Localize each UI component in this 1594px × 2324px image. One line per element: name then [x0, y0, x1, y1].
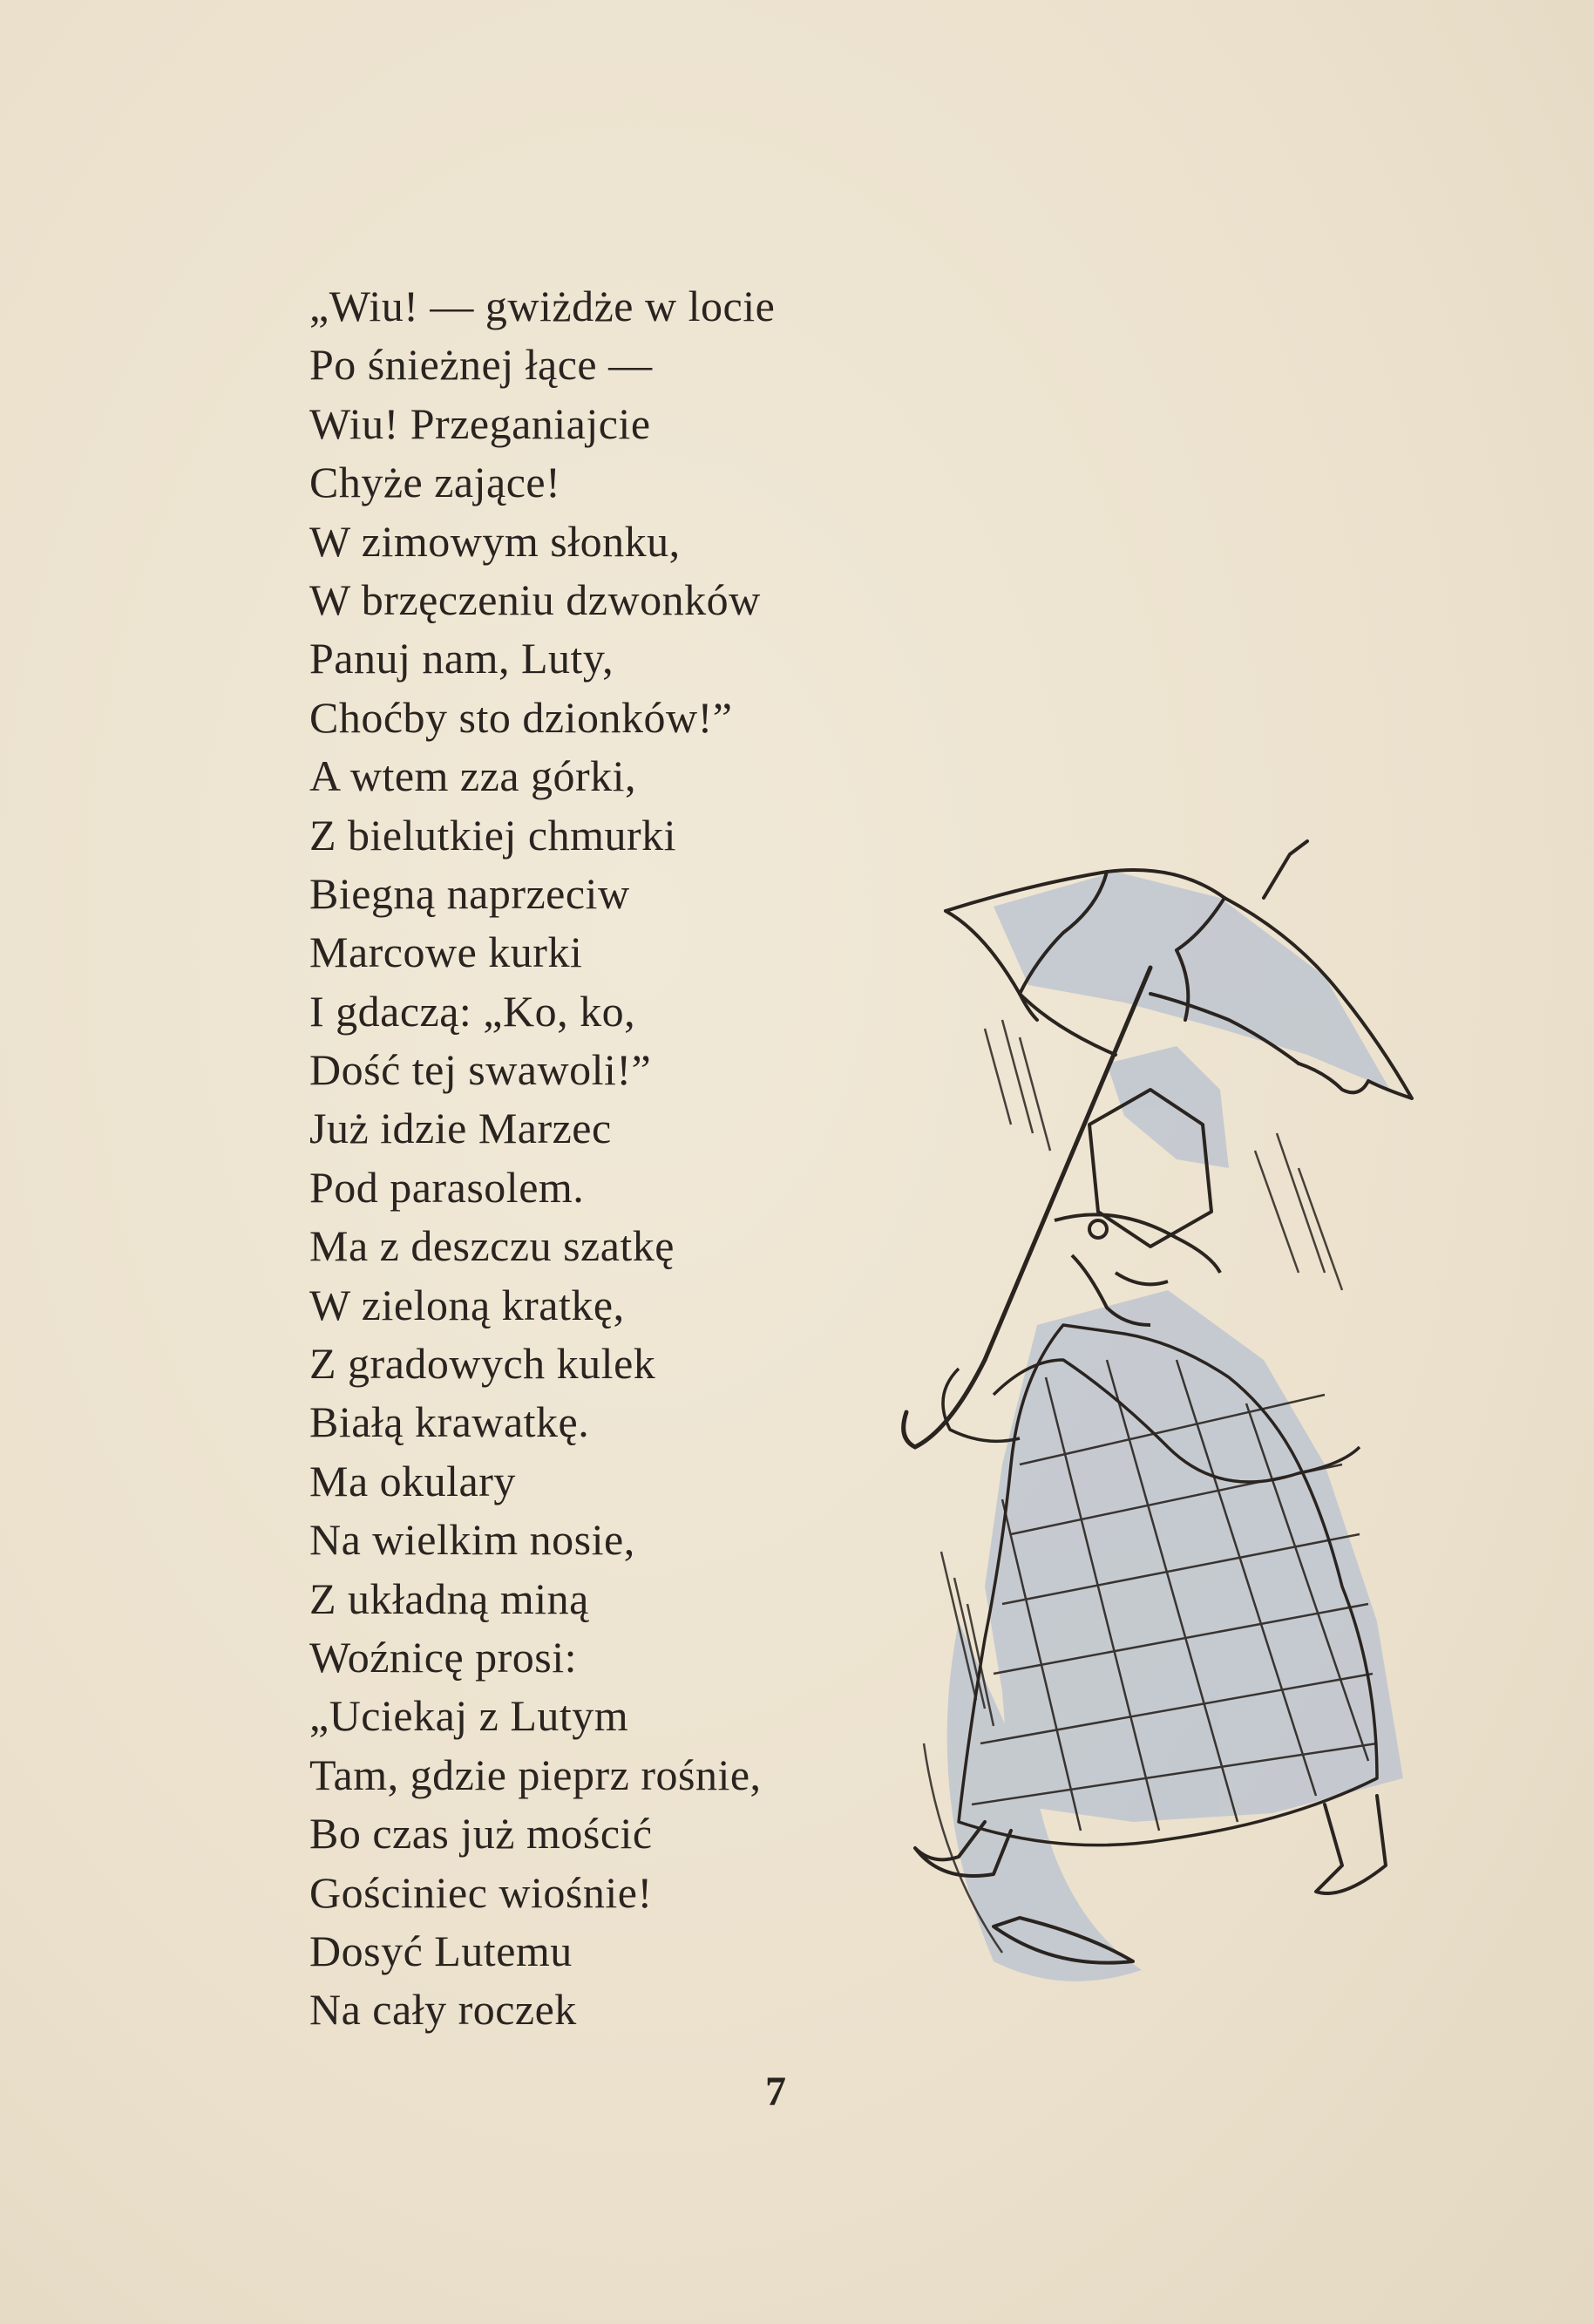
poem-line: W zimowym słonku, [309, 516, 681, 566]
poem-line: Ma z deszczu szatkę [309, 1221, 675, 1271]
poem-line: „Uciekaj z Lutym [309, 1691, 629, 1741]
poem-text [309, 277, 972, 2040]
poem-line: Wiu! Przeganiajcie [309, 398, 651, 448]
poem-line: Dosyć Lutemu [309, 1926, 573, 1975]
poem-line: Dość tej swawoli!” [309, 1045, 652, 1095]
poem-line: W zieloną kratkę, [309, 1280, 625, 1329]
poem-line: Po śnieżnej łące — [309, 340, 653, 390]
poem-line: Chyże zające! [309, 458, 561, 507]
poem-line: A wtem zza górki, [309, 751, 637, 801]
poem-line: W brzęczeniu dzwonków [309, 574, 761, 624]
poem-line: Bo czas już mościć [309, 1809, 653, 1859]
poem-line: Marcowe kurki [309, 928, 583, 977]
poem-line: Z układną miną [309, 1573, 589, 1623]
poem-line: Z bielutkiej chmurki [309, 810, 677, 860]
poem-line: Tam, gdzie pieprz rośnie, [309, 1750, 762, 1799]
poem-line: „Wiu! — gwiżdże w locie [309, 282, 776, 330]
poem-line: Woźnicę prosi: [309, 1632, 578, 1682]
poem-line: Na wielkim nosie, [309, 1515, 635, 1565]
page-number: 7 [765, 2069, 786, 2115]
figure-with-umbrella-illustration [889, 837, 1447, 2022]
poem-line: Już idzie Marzec [309, 1104, 612, 1153]
poem-line: Gościniec wiośnie! [309, 1867, 653, 1917]
poem-line: Białą krawatkę. [309, 1397, 590, 1447]
poem-line: Pod parasolem. [309, 1162, 585, 1212]
poem-line: Biegną naprzeciw [309, 868, 630, 918]
poem-line: Choćby sto dzionków!” [309, 692, 733, 742]
poem-line: Panuj nam, Luty, [309, 634, 614, 683]
poem-line: Na cały roczek [309, 1985, 577, 2035]
poem-line: Z gradowych kulek [309, 1339, 656, 1389]
poem-line: Ma okulary [309, 1456, 516, 1505]
poem-line: I gdaczą: „Ko, ko, [309, 986, 636, 1036]
